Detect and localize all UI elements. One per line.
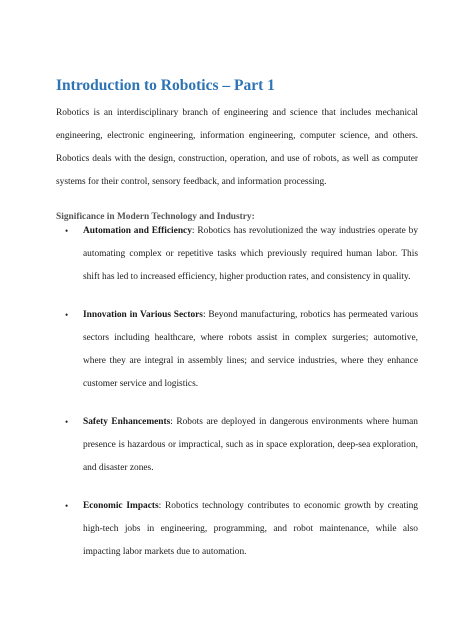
- list-item-term: Safety Enhancements: [83, 417, 171, 427]
- bullet-icon: •: [65, 310, 69, 320]
- list-item-text: : Robots are deployed in dangerous environments where human presence is hazardous or impractical, such as in space exploration, deep-sea exploration, and disaster zones.: [83, 417, 418, 473]
- section-subheading: Significance in Modern Technology and Industry:: [56, 212, 255, 222]
- list-item: [56, 304, 418, 396]
- bullet-icon: •: [65, 501, 69, 511]
- document-page: [56, 76, 418, 579]
- list-item-text: : Beyond manufacturing, robotics has permeated various sectors including healthcare, where robots assist in complex surgeries; automotive, where they are integral in assembly lines; and service industries, where they enhance customer service and logistics.: [83, 310, 418, 389]
- list-item-text: : Robotics technology contributes to economic growth by creating high-tech jobs in engineering, programming, and robot maintenance, while also impacting labor markets due to automation.: [83, 501, 418, 557]
- list-item-term: Innovation in Various Sectors: [83, 310, 203, 320]
- list-item-term: Automation and Efficiency: [83, 226, 192, 236]
- list-item: [56, 220, 418, 289]
- intro-paragraph: Robotics is an interdisciplinary branch of engineering and science that includes mechanical engineering, electronic engineering, information engineering, computer science, and others. Robotics deals with the design, construction, operation, and use of robots, as well as computer systems for their control, sensory feedback, and information processing.: [56, 108, 418, 187]
- document-title: Introduction to Robotics – Part 1: [56, 77, 275, 94]
- list-item: [56, 411, 418, 480]
- list-item: [56, 495, 418, 564]
- bullet-icon: •: [65, 417, 69, 427]
- significance-list: [56, 220, 418, 564]
- bullet-icon: •: [65, 226, 69, 236]
- list-item-term: Economic Impacts: [83, 501, 159, 511]
- list-item-text: : Robotics has revolutionized the way industries operate by automating complex or repetitive tasks which previously required human labor. This shift has led to increased efficiency, higher production rates, and consistency in quality.: [83, 226, 419, 282]
